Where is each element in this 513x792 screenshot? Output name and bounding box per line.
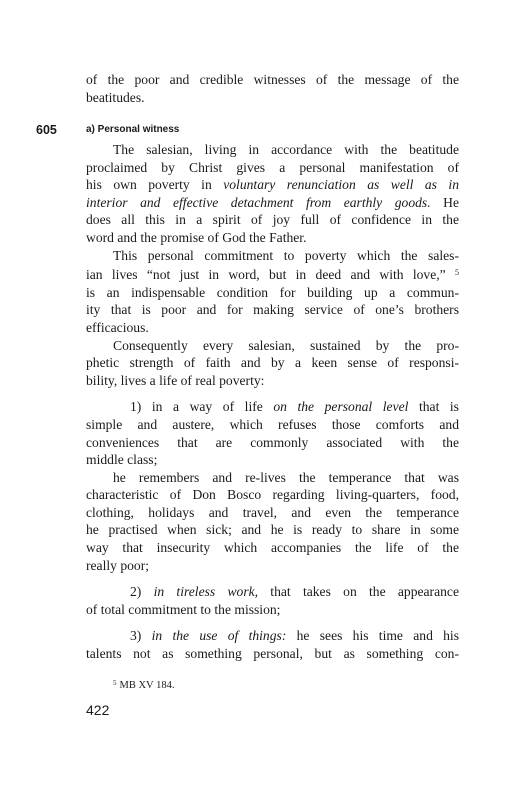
text-line: characteristic of Don Bosco regarding living-quarters, food, (86, 487, 459, 503)
text-line: really poor; (86, 557, 150, 573)
emphasis: in the use of things: (151, 628, 287, 644)
text-line: middle class; (86, 452, 158, 468)
text-line: interior and effective detachment from earthly goods. He (86, 194, 460, 210)
page-number: 422 (86, 702, 110, 718)
intro-paragraph (86, 71, 459, 106)
text-line: This personal commitment to poverty which the sales- (113, 247, 459, 263)
emphasis: in tireless work, (153, 584, 259, 600)
text-line: conveniences that are commonly associated with the (86, 434, 459, 450)
section-heading: a) Personal witness (86, 124, 180, 135)
section-number: 605 (36, 123, 57, 137)
footnote-text: MB XV 184. (119, 680, 175, 691)
emphasis: voluntary renunciation as well as in (223, 177, 459, 193)
footnote-marker: 5 (455, 268, 459, 278)
footnote (113, 679, 174, 691)
text-line: proclaimed by Christ gives a personal manifestation of (86, 159, 459, 175)
text-line: is an indispensable condition for building up a commun- (86, 284, 459, 300)
footnote-number: 5 (113, 679, 117, 687)
list-item-line: 1) in a way of life on the personal level that is (130, 399, 459, 415)
list-item-line: 3) in the use of things: he sees his time and his (130, 628, 460, 644)
text-line: does all this in a spirit of joy full of confidence in the (86, 212, 459, 228)
text-line: he remembers and re-lives the temperance that was (113, 469, 459, 485)
text-line: bility, lives a life of real poverty: (86, 372, 265, 388)
text-line: way that insecurity which accompanies the life of the (86, 540, 459, 556)
body-text (86, 141, 459, 663)
text-line: he practised when sick; and he is ready to share in some (86, 522, 459, 538)
text-line: word and the promise of God the Father. (86, 229, 307, 245)
text-line: of the poor and credible witnesses of the message of the (86, 72, 459, 87)
emphasis: on the personal level (273, 399, 409, 415)
text-line: The salesian, living in accordance with the beatitude (113, 142, 459, 157)
text-line: clothing, holidays and travel, and even the temperance (86, 504, 459, 520)
text-line: efficacious. (86, 319, 149, 335)
text-line: talents not as something personal, but as something con- (86, 646, 459, 662)
emphasis: interior and effective detachment from earthly goods. (86, 194, 431, 210)
list-item-line: 2) in tireless work, that takes on the appearance (130, 584, 459, 600)
text-line: phetic strength of faith and by a keen sense of responsi- (86, 355, 459, 371)
text-line: ian lives “not just in word, but in deed and with love,” $^5$ (86, 267, 459, 283)
text-line: Consequently every salesian, sustained by the pro- (113, 337, 459, 353)
text-line: ity that is poor and for making service of one’s brothers (86, 302, 459, 318)
text-line: his own poverty in voluntary renunciation as well as in (86, 177, 459, 193)
text-line: of total commitment to the mission; (86, 601, 281, 617)
text-line: beatitudes. (86, 89, 145, 105)
text-line: simple and austere, which refuses those comforts and (86, 416, 459, 432)
